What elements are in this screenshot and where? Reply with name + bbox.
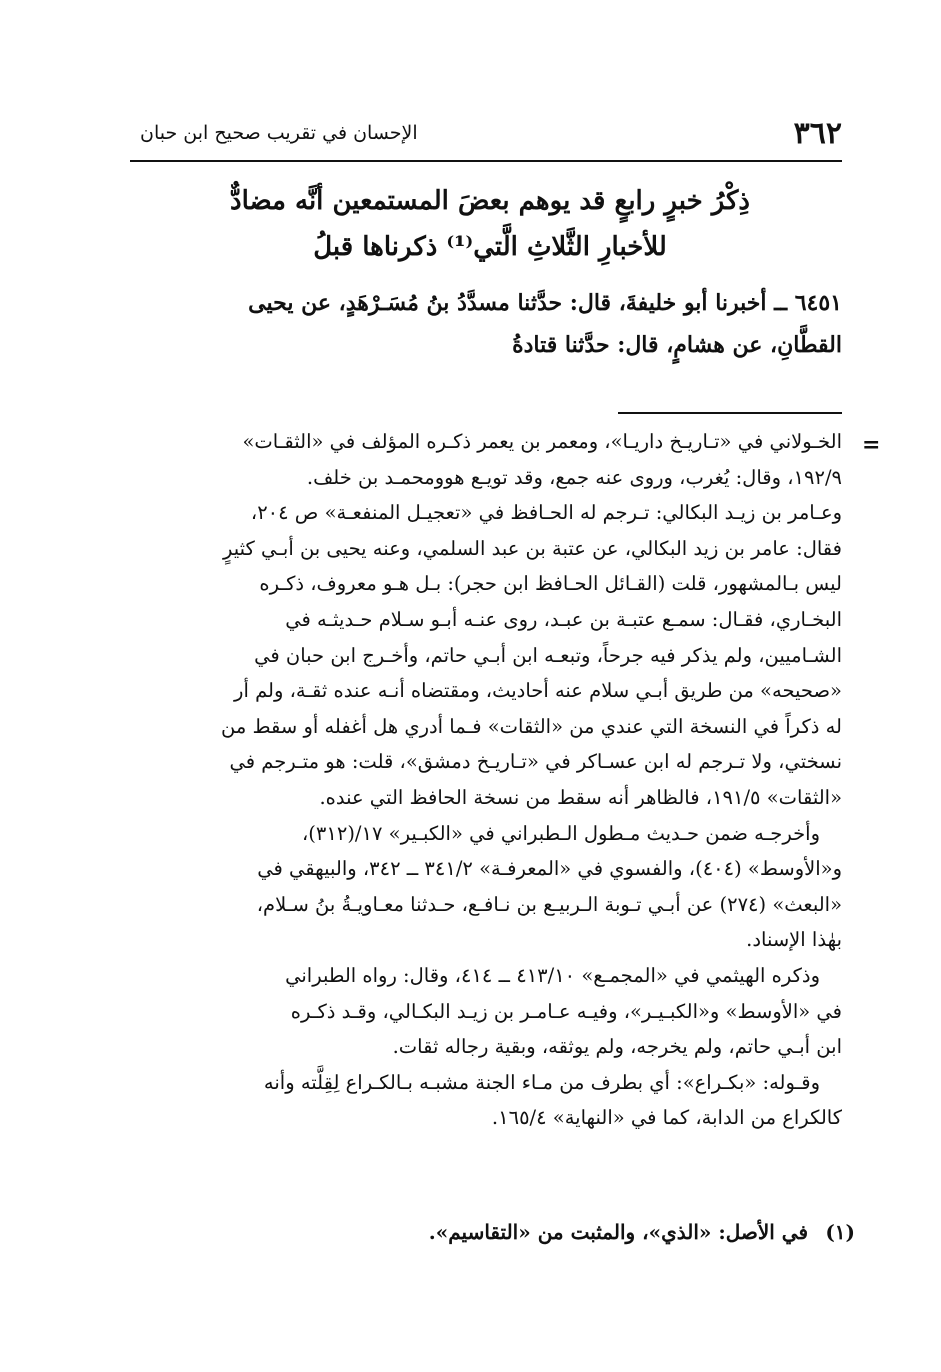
note-line: البخـاري، فقـال: سمـع عتبـة بن عبـد، روى عنـه أبـو سـلام حـديثـه في bbox=[285, 607, 842, 631]
header-rule bbox=[130, 160, 842, 162]
note-line: كالكراع من الدابة، كما في «النهاية» ١٦٥/٤. bbox=[491, 1106, 842, 1130]
note-line: فقال: عامر بن زيد البكالي، عن عتبة بن عبد السلمي، وعنه يحيى بن أبـي كثيرٍ bbox=[222, 536, 842, 560]
footnote-marker: (١) bbox=[825, 1220, 855, 1244]
note-line: «صحيحه» من طريق أبـي سلام عنه أحاديث، ومقتضاه أنـه عنده ثقـة، ولم أر bbox=[234, 679, 842, 703]
footnote bbox=[130, 1214, 855, 1250]
note-line: الشـاميين، ولم يذكر فيه جرحاً، وتبعـه ابن أبـي حاتم، وأخـرج ابن حبان في bbox=[254, 643, 842, 667]
footnote-separator bbox=[618, 412, 842, 414]
heading-line: للأخبارِ الثَّلاثِ الَّتي⁽¹⁾ ذكرناها قبلُ bbox=[313, 232, 667, 262]
chapter-heading bbox=[140, 178, 840, 270]
note-line: ليس بـالمشهور، قلت (القـائل الحـافظ ابن حجر): بـل هـو معروف، ذكـره bbox=[259, 572, 842, 596]
page-header bbox=[130, 112, 842, 156]
note-line: وعـامر بن زيـد البكالي: تـرجم له الحـافظ في «تعجيـل المنفعـة» ص ٢٠٤، bbox=[250, 501, 842, 525]
note-line: وقـوله: «بكـراع»: أي بطرف من مـاء الجنة مشبـه بـالكـراع لِقِلَّته وأنه bbox=[263, 1070, 820, 1094]
note-line: في «الأوسط» و«الكبـيـر»، وفيـه عـامـر بن زيـد البكـالي، وقـد ذكـره bbox=[290, 999, 842, 1023]
note-line: ١٩٢/٩، وقال: يُغرب، وروى عنه جمع، وقد تويـع هوومحمـد بن خلف. bbox=[306, 465, 842, 489]
note-line: وذكره الهيثمي في «المجمـع» ٤١٣/١٠ ــ ٤١٤، وقال: رواه الطبراني bbox=[285, 963, 820, 987]
hadith-line: ٦٤٥١ ــ أخبرنا أبو خليفةَ، قال: حدَّثنا مسدَّدُ بنُ مُسَـرْهَدٍ، عن يحيى bbox=[248, 290, 842, 316]
continuation-mark: = bbox=[862, 432, 881, 458]
note-line: ابن أبـي حاتم، ولم يخرجه، ولم يوثقه، وبقية رجاله ثقات. bbox=[392, 1035, 842, 1059]
note-line: له ذكراً في النسخة التي عندي من «الثقات» فـما أدري هل أغفله أو سقط من bbox=[221, 714, 842, 738]
footnote-text: في الأصل: «الذي»، والمثبت من «التقاسيم». bbox=[428, 1220, 809, 1244]
heading-line: ذِكْرُ خبرٍ رابعٍ قد يوهم بعضَ المستمعين أنَّه مضادٌّ bbox=[229, 186, 751, 216]
hadith-text bbox=[135, 282, 842, 366]
note-line: نسختي، ولا تـرجم له ابن عسـاكر في «تـاريـخ دمشق»، قلت: هو متـرجم في bbox=[229, 750, 842, 774]
note-line: بهٰذا الإسناد. bbox=[746, 928, 842, 952]
notes-block bbox=[130, 424, 842, 1136]
page-number: ٣٦٢ bbox=[793, 116, 842, 151]
note-line: «الثقات» ١٩١/٥، فالظاهر أنه سقط من نسخة الحافظ التي عنده. bbox=[319, 785, 842, 809]
note-line: «البعث» (٢٧٤) عن أبـي تـوبة الـربيـع بن نـافـع، حـدثنا معـاويـةُ بنُ سـلام، bbox=[256, 892, 842, 916]
running-title: الإحسان في تقريب صحيح ابن حبان bbox=[140, 122, 418, 144]
note-line: الخـولاني في «تـاريـخ داريـا»، ومعمر بن يعمر ذكـره المؤلف في «الثقـات» bbox=[242, 430, 842, 453]
note-line: و«الأوسط» (٤٠٤)، والفسوي في «المعرفـة» ٣٤١/٢ ــ ٣٤٢، والبيهقي في bbox=[257, 857, 842, 881]
hadith-line: القطَّانِ، عن هشامٍ، قال: حدَّثنا قتادةُ bbox=[512, 332, 842, 358]
note-line: وأخرجـه ضمن حـديث مـطول الـطبراني في «الكبـير» ١٧/(٣١٢)، bbox=[302, 821, 820, 845]
